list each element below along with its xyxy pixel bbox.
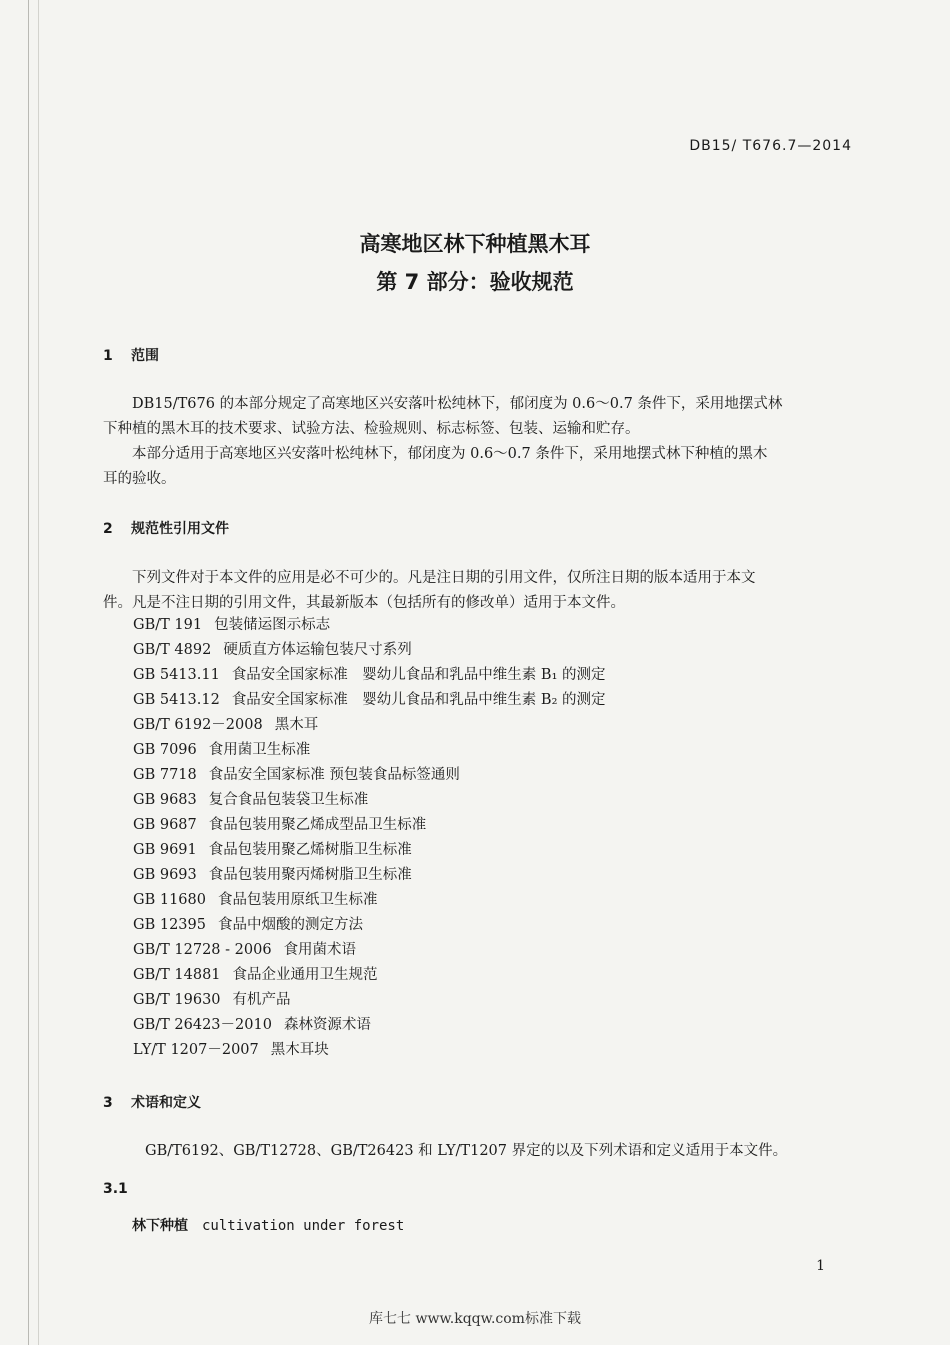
footer-watermark: 库七七 www.kqqw.com标准下载 bbox=[369, 1311, 581, 1327]
reference-item bbox=[133, 863, 412, 884]
reference-title: 食品包装用聚乙烯成型品卫生标准 bbox=[208, 817, 427, 833]
reference-code: GB/T 12728 - 2006 bbox=[133, 942, 272, 958]
reference-code: GB/T 19630 bbox=[133, 992, 221, 1008]
paragraph-line: DB15/T676 的本部分规定了高寒地区兴安落叶松纯林下，郁闭度为 0.6～0.7 条件下，采用地摆式林 bbox=[132, 396, 783, 412]
reference-code: GB 9693 bbox=[133, 867, 197, 883]
reference-title: 食品安全国家标准 婴幼儿食品和乳品中维生素 B₁ 的测定 bbox=[231, 667, 606, 683]
section-title: 范围 bbox=[131, 348, 159, 364]
reference-title: 食品安全国家标准 婴幼儿食品和乳品中维生素 B₂ 的测定 bbox=[231, 692, 606, 708]
reference-code: GB 7096 bbox=[133, 742, 197, 758]
reference-code: GB 9691 bbox=[133, 842, 197, 858]
reference-item bbox=[133, 1013, 371, 1034]
reference-title: 食用菌卫生标准 bbox=[208, 742, 311, 758]
section-heading-2 bbox=[103, 518, 229, 538]
reference-item bbox=[133, 688, 606, 709]
reference-code: GB 5413.12 bbox=[133, 692, 220, 708]
binding-edge-shadow bbox=[38, 0, 39, 1345]
reference-title: 硬质直方体运输包装尺寸系列 bbox=[223, 642, 412, 658]
paragraph-line: 耳的验收。 bbox=[103, 471, 176, 487]
binding-edge bbox=[28, 0, 29, 1345]
reference-item bbox=[133, 988, 291, 1009]
reference-code: GB 5413.11 bbox=[133, 667, 220, 683]
reference-title: 食品包装用聚乙烯树脂卫生标准 bbox=[208, 842, 412, 858]
reference-title: 食用菌术语 bbox=[283, 942, 357, 958]
reference-code: GB/T 4892 bbox=[133, 642, 212, 658]
reference-title: 食品安全国家标准 预包装食品标签通则 bbox=[208, 767, 460, 783]
reference-title: 食品包装用原纸卫生标准 bbox=[217, 892, 378, 908]
paragraph-line: 本部分适用于高寒地区兴安落叶松纯林下，郁闭度为 0.6～0.7 条件下，采用地摆式林下种植的黑木 bbox=[132, 446, 768, 462]
reference-title: 黑木耳 bbox=[274, 717, 319, 733]
reference-code: GB 9683 bbox=[133, 792, 197, 808]
reference-item bbox=[133, 938, 356, 959]
reference-code: GB 12395 bbox=[133, 917, 206, 933]
reference-code: GB/T 6192－2008 bbox=[133, 717, 263, 733]
reference-item bbox=[133, 813, 426, 834]
section-heading-1 bbox=[103, 345, 159, 365]
page-number: 1 bbox=[816, 1258, 825, 1274]
section-title: 术语和定义 bbox=[131, 1095, 201, 1111]
subsection-number: 3.1 bbox=[103, 1181, 128, 1197]
section-heading-3 bbox=[103, 1092, 201, 1112]
document-title: 高寒地区林下种植黑木耳 bbox=[359, 232, 591, 256]
reference-code: LY/T 1207－2007 bbox=[133, 1042, 259, 1058]
standard-code: DB15/ T676.7—2014 bbox=[689, 138, 852, 154]
reference-item bbox=[133, 663, 606, 684]
section-number: 1 bbox=[103, 348, 113, 364]
reference-code: GB 7718 bbox=[133, 767, 197, 783]
document-subtitle: 第 7 部分：验收规范 bbox=[376, 270, 574, 294]
section-number: 3 bbox=[103, 1095, 113, 1111]
reference-item bbox=[133, 1038, 329, 1059]
reference-code: GB 9687 bbox=[133, 817, 197, 833]
reference-title: 复合食品包装袋卫生标准 bbox=[208, 792, 369, 808]
reference-item bbox=[133, 613, 330, 634]
paragraph-line: 件。凡是不注日期的引用文件，其最新版本（包括所有的修改单）适用于本文件。 bbox=[103, 595, 625, 611]
section-title: 规范性引用文件 bbox=[131, 521, 229, 537]
reference-item bbox=[133, 713, 318, 734]
reference-title: 有机产品 bbox=[232, 992, 291, 1008]
reference-title: 森林资源术语 bbox=[283, 1017, 371, 1033]
reference-title: 食品中烟酸的测定方法 bbox=[217, 917, 363, 933]
term-english: cultivation under forest bbox=[202, 1218, 405, 1234]
reference-item bbox=[133, 913, 363, 934]
reference-code: GB/T 14881 bbox=[133, 967, 221, 983]
reference-item bbox=[133, 838, 412, 859]
reference-item bbox=[133, 788, 368, 809]
term-entry bbox=[132, 1215, 404, 1235]
reference-item bbox=[133, 638, 412, 659]
reference-item bbox=[133, 963, 378, 984]
reference-item bbox=[133, 763, 460, 784]
reference-code: GB/T 191 bbox=[133, 617, 203, 633]
paragraph-line: 下列文件对于本文件的应用是必不可少的。凡是注日期的引用文件，仅所注日期的版本适用于本文 bbox=[132, 570, 756, 586]
section-number: 2 bbox=[103, 521, 113, 537]
reference-title: 黑木耳块 bbox=[270, 1042, 329, 1058]
reference-item bbox=[133, 738, 310, 759]
reference-code: GB 11680 bbox=[133, 892, 206, 908]
reference-title: 食品企业通用卫生规范 bbox=[232, 967, 378, 983]
reference-item bbox=[133, 888, 377, 909]
term-chinese: 林下种植 bbox=[132, 1218, 188, 1234]
reference-title: 包装储运图示标志 bbox=[214, 617, 331, 633]
reference-code: GB/T 26423－2010 bbox=[133, 1017, 272, 1033]
paragraph-line: 下种植的黑木耳的技术要求、试验方法、检验规则、标志标签、包装、运输和贮存。 bbox=[103, 421, 640, 437]
paragraph-line: GB/T6192、GB/T12728、GB/T26423 和 LY/T1207 界定的以及下列术语和定义适用于本文件。 bbox=[145, 1143, 788, 1159]
reference-title: 食品包装用聚丙烯树脂卫生标准 bbox=[208, 867, 412, 883]
